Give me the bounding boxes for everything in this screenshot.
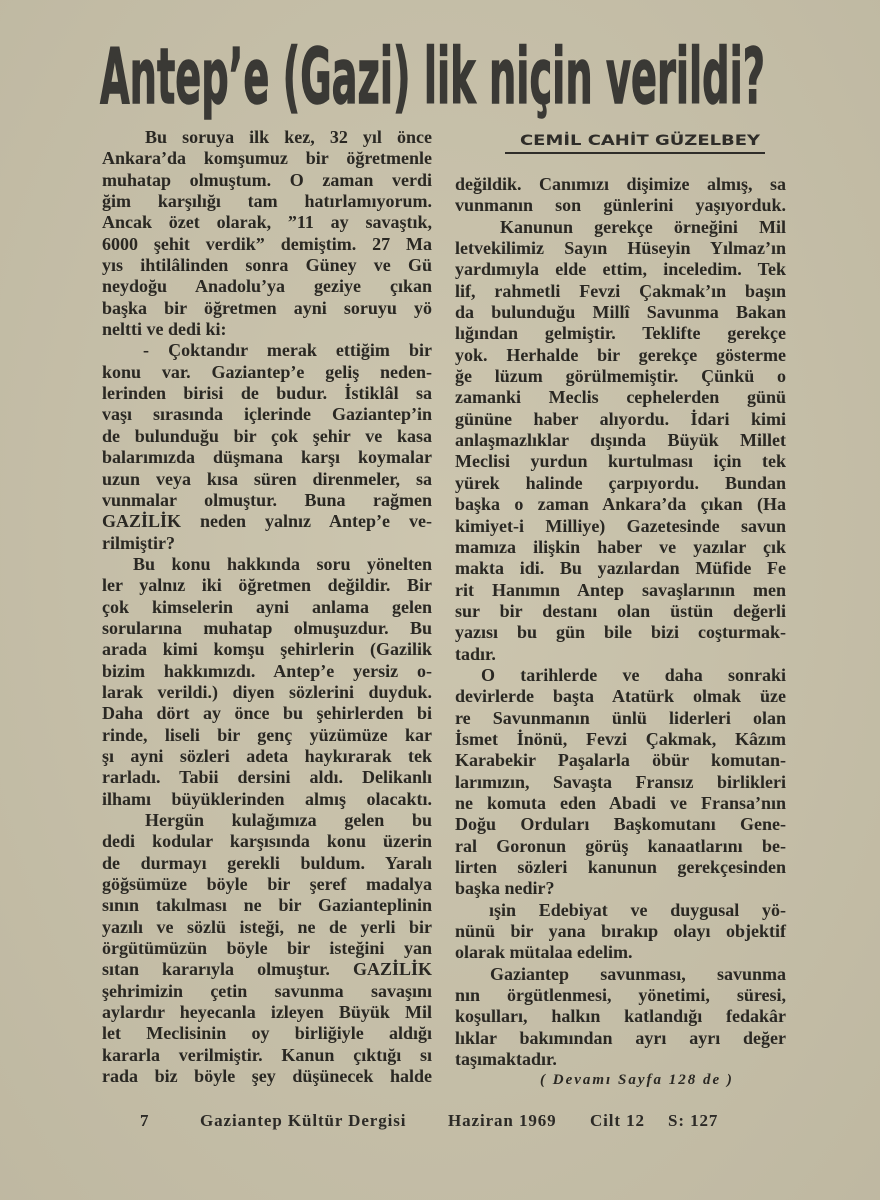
text-line: let Meclisinin oy birliğiyle aldığı [102,1023,432,1044]
text-line: aylardır heyecanla izleyen Büyük Mil [102,1002,432,1023]
author-byline-block [500,126,775,158]
text-line: lif, rahmetli Fevzi Çakmak’ın başın [455,280,786,301]
text-line: Karabekir Paşalarla öbür komutan- [455,750,786,771]
text-line: Hergün kulağımıza gelen bu [145,810,432,830]
text-line: örgütümüzün böyle bir isteğini yan [102,938,432,959]
text-line: zamanki Meclis cephelerden günü [455,387,786,408]
text-line: - Çoktandır merak ettiğim bir [143,340,432,361]
text-line: tadır. [455,643,496,664]
text-line: ışin Edebiyat ve duygusal yö- [489,899,786,920]
text-line: rilmiştir? [102,532,175,553]
text-line: de durmayı gerekli buldum. Yaralı [102,852,432,873]
right-column [455,174,786,1092]
text-line: de bulunduğu bir çok şehir ve kasa [102,425,432,446]
text-line: balarımızda düşmana karşı koymalar [102,447,432,468]
article-title-block [0,0,880,125]
text-line: 6000 şehit verdik” demiştim. 27 Ma [102,233,432,254]
text-line: kimiyet-i Milliye) Gazetesinde savun [455,515,786,536]
text-line: makta idi. Bu yazılardan Müfide Fe [455,558,786,579]
text-line: şehrimizin çetin savunma savaşını [102,980,432,1001]
text-line: uzun veya kısa süren direnmeler, sa [102,468,432,489]
text-line: letvekilimiz Sayın Hüseyin Yılmaz’ın [455,238,786,259]
issue-date: Haziran 1969 [448,1111,557,1130]
text-line: ğim karşılığı tam hatırlamıyorum. [102,191,432,212]
text-line: taşımaktadır. [455,1049,557,1070]
text-line: rada biz böyle şey düşünecek halde [102,1066,432,1087]
text-line: arada kimi komşu şehirlerin (Gazilik [102,639,432,660]
text-line: bizim hakkımızdı. Antep’e yersiz o- [102,660,432,681]
text-line: anlaşmazlıklar dışında Büyük Millet [455,430,786,451]
text-line: nünü bir yana bırakıp olayı objektif [455,921,786,942]
text-line: Daha dört ay önce bu şehirlerden bi [102,703,432,724]
text-line: neltti ve dedi ki: [102,319,227,340]
text-line: çok kimselerin ayni anlama gelen [102,596,432,617]
text-line: Kanunun gerekçe örneğini Mil [500,216,786,237]
text-line: devirlerde başta Atatürk olmak üze [455,686,786,707]
text-line: re Savunmanın ünlü liderleri olan [455,707,786,728]
text-line: vaşı sırasında içlerinde Gaziantep’in [102,404,432,425]
text-line: göğsümüze böyle bir şeref madalya [102,874,432,895]
text-line: larak verildi.) diyen sözlerini duyduk. [102,681,432,702]
author-byline: CEMİL CAHİT GÜZELBEY [520,133,708,149]
text-line: lığından gelmiştir. Teklifte gerekçe [455,323,786,344]
text-line: Bu konu hakkında soru yönelten [133,553,432,574]
text-line: yürek halinde çarpıyordu. Bundan [455,472,786,493]
text-line: yıs ihtilâlinden sonra Güney ve Gü [102,255,432,276]
text-line: gününe haber alıyordu. İdari kimi [455,408,786,429]
text-line: ilhamı büyüklerinden almış olacaktı. [102,788,432,809]
text-line: yardımıyla elde ettim, inceledim. Tek [455,259,786,280]
text-line: vunmalar olmuştur. Buna rağmen [102,489,432,510]
text-line: Bu soruya ilk kez, 32 yıl önce [145,127,432,147]
issue-number: S: 127 [668,1111,719,1130]
text-line: rarladı. Tabii dersini aldı. Delikanlı [102,767,432,788]
text-line: muhatap olmuştum. O zaman verdi [102,169,432,190]
text-line: konu var. Gaziantep’e geliş neden- [102,361,432,382]
text-line: mamıza ilişkin haber ve yazılar çık [455,536,786,557]
text-line: lıklar bakımından ayrı ayrı değer [455,1027,786,1048]
text-line: sının takılması ne bir Gazianteplinin [102,895,432,916]
text-line: Ancak özet olarak, ”11 ay savaştık, [102,212,432,233]
text-line: yazısı bu gün bile bizi coşturmak- [455,622,786,643]
text-line: GAZİLİK neden yalnız Antep’e ve- [102,511,432,532]
text-line: nın örgütlenmesi, yönetimi, süresi, [455,985,786,1006]
article-title: Antep’e (Gazi) lik niçin verildi? [100,33,765,122]
text-line: rinde, liseli bir genç yüzümüze kar [102,724,432,745]
text-line: neydoğu Anadolu’ya geziye çıkan [102,276,432,297]
text-line: larımızın, Savaşta Fransız birlikleri [455,771,786,792]
text-line: ğe lüzum görülmemiştir. Çünkü o [455,366,786,387]
text-line: Meclisi yurdun kurtulması için tek [455,451,786,472]
text-line: vunmanın son günlerini yaşıyorduk. [455,195,786,216]
text-line: Gaziantep savunması, savunma [490,963,786,984]
magazine-name: Gaziantep Kültür Dergisi [200,1111,407,1130]
text-line: kararla verilmiştir. Kanun çıktığı sı [102,1044,432,1065]
text-line: rit Hanımın Antep savaşlarının men [455,579,786,600]
continuation-note: ( Devamı Sayfa 128 de ) [540,1072,734,1089]
text-line: başka nedir? [455,878,555,899]
text-line: yok. Herhalde bir gerekçe gösterme [455,344,786,365]
text-line: lirten sözleri kanunun gerekçesinden [455,857,786,877]
text-line: şı ayni sözleri adeta haykırarak tek [102,745,432,766]
text-line: olarak mütalaa edelim. [455,942,633,963]
text-line: başka o zaman Ankara’da çıkan (Ha [455,494,786,515]
text-line: sorularına muhatap olmuşuzdur. Bu [102,617,432,638]
text-line: sıtan kararıyla olmuştur. GAZİLİK [102,959,432,980]
page-number: 7 [140,1111,150,1130]
text-line: da bulunduğu Millî Savunma Bakan [455,302,786,323]
text-line: ral Goronun görüş kanaatlarını be- [455,835,786,856]
left-column [102,127,432,1087]
text-line: dedi kodular karşısında konu üzerin [102,831,432,852]
text-line: İsmet İnönü, Fevzi Çakmak, Kâzım [455,728,786,749]
text-line: O tarihlerde ve daha sonraki [481,664,786,685]
text-line: ler yalnız iki öğretmen değildir. Bir [102,575,432,596]
text-line: ne komuta eden Abadi ve Fransa’nın [455,792,786,813]
text-line: koşulları, halkın katlandığı fedakâr [455,1006,786,1027]
text-line: başka bir öğretmen ayni soruyu yö [102,297,432,318]
volume-number: Cilt 12 [590,1111,645,1130]
text-line: lerinden birisi de budur. İstiklâl sa [102,383,432,404]
text-line: değildik. Canımızı dişimize almış, sa [455,174,786,194]
text-line: yazılı ve sözlü isteği, ne de yerli bir [102,916,432,937]
text-line: Doğu Orduları Başkomutanı Gene- [455,814,786,835]
text-line: sur bir destanı olan üstün değerli [455,600,786,621]
text-line: Ankara’da komşumuz bir öğretmenle [102,148,432,169]
